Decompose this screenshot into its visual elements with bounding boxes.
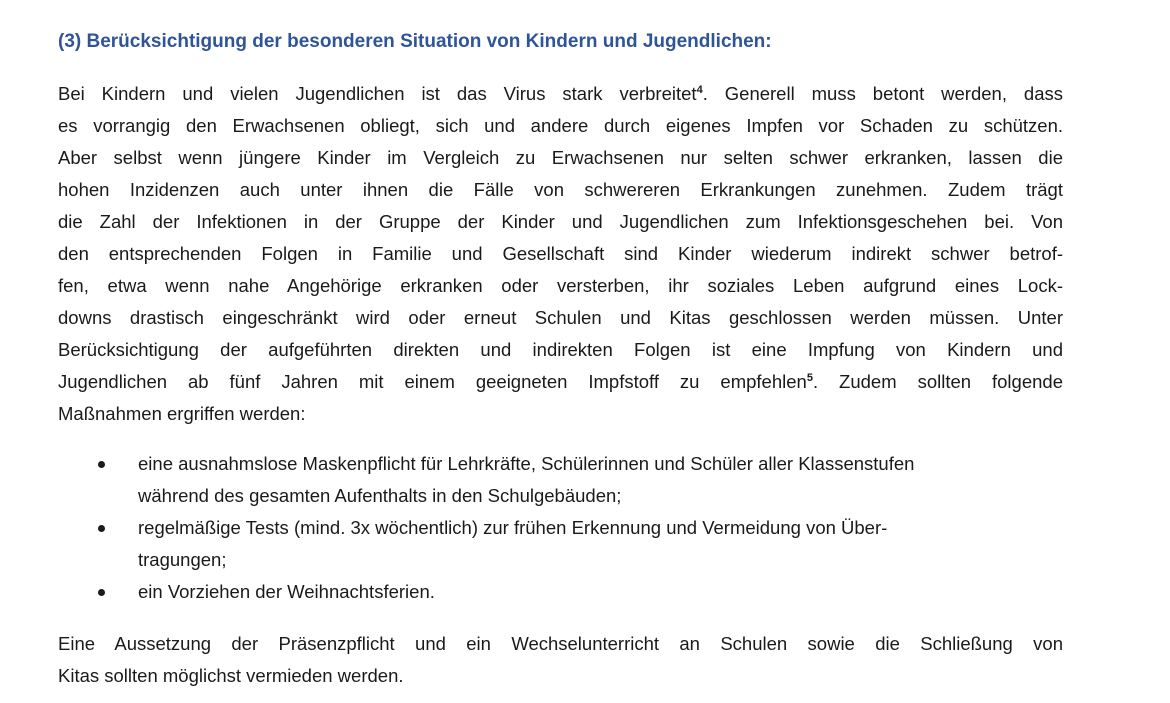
list-item: eine ausnahmslose Maskenpflicht für Lehrkräfte, Schülerinnen und Schüler aller Klassenstufen während des gesamten Aufenthalts in den Schulgebäuden; — [58, 448, 1063, 512]
bullet-icon — [98, 461, 105, 468]
paragraph-line: Kitas sollten möglichst vermieden werden. — [58, 665, 404, 686]
list-item: regelmäßige Tests (mind. 3x wöchentlich) zur frühen Erkennung und Vermeidung von Über- tragungen; — [58, 512, 1063, 576]
paragraph-line: downs drastisch eingeschränkt wird oder erneut Schulen und Kitas geschlossen werden müssen. Unter — [58, 307, 1063, 328]
paragraph-line: den entsprechenden Folgen in Familie und Gesellschaft sind Kinder wiederum indirekt schwer betrof- — [58, 243, 1063, 264]
section-heading: (3) Berücksichtigung der besonderen Situation von Kindern und Jugendlichen: — [58, 31, 772, 52]
paragraph-line: Aber selbst wenn jüngere Kinder im Vergleich zu Erwachsenen nur selten schwer erkranken, lassen die — [58, 147, 1063, 168]
paragraph-line: Bei Kindern und vielen Jugendlichen ist das Virus stark verbreitet$^4$. Generell muss betont werden, dass — [58, 83, 1063, 104]
document-page — [58, 26, 1063, 692]
closing-paragraph — [58, 628, 1063, 692]
paragraph-line: Jugendlichen ab fünf Jahren mit einem geeigneten Impfstoff zu empfehlen$^5$. Zudem sollten folgende — [58, 371, 1063, 392]
paragraph-line: Eine Aussetzung der Präsenzpflicht und ein Wechselunterricht an Schulen sowie die Schließung von — [58, 633, 1063, 654]
bullet-icon — [98, 589, 105, 596]
footnote-marker[interactable]: 5 — [806, 371, 813, 384]
measures-list — [58, 448, 1063, 608]
paragraph-line: Maßnahmen ergriffen werden: — [58, 403, 306, 424]
paragraph-line: Berücksichtigung der aufgeführten direkten und indirekten Folgen ist eine Impfung von Kindern und — [58, 339, 1063, 360]
intro-paragraph — [58, 78, 1063, 430]
paragraph-line: die Zahl der Infektionen in der Gruppe der Kinder und Jugendlichen zum Infektionsgeschehen bei. Von — [58, 211, 1063, 232]
footnote-marker[interactable]: 4 — [696, 83, 703, 96]
paragraph-line: hohen Inzidenzen auch unter ihnen die Fälle von schwereren Erkrankungen zunehmen. Zudem trägt — [58, 179, 1063, 200]
bullet-icon — [98, 525, 105, 532]
paragraph-line: fen, etwa wenn nahe Angehörige erkranken oder versterben, ihr soziales Leben aufgrund eines Lock- — [58, 275, 1063, 296]
list-item: ein Vorziehen der Weihnachtsferien. — [58, 576, 1063, 608]
paragraph-line: es vorrangig den Erwachsenen obliegt, sich und andere durch eigenes Impfen vor Schaden zu schützen. — [58, 115, 1063, 136]
